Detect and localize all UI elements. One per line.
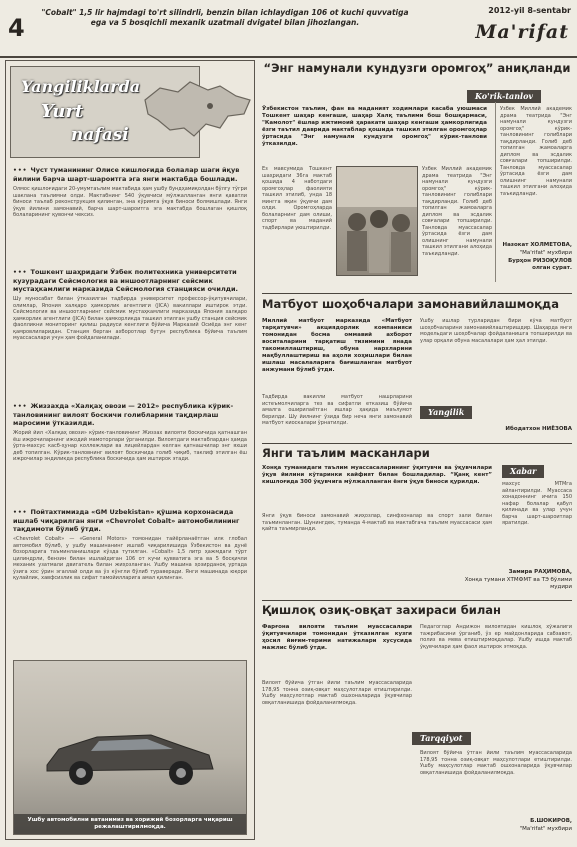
news-item-title: Тошкент шаҳридаги Ўзбек политехника университети кузурадаги Сейсмология ва иншоотларнинг сейсмик мустаҳкамлиги марказида Сейсмология станцияси очилди. — [13, 268, 238, 293]
header-tagline: "Cobalt" 1,5 lir hajmdagi to'rt silindrli, benzin bilan ichlaydigan 106 ot kuchi quvvatiga ega va 5 bosqichli mexanik uzatmali dvigatel bilan jihozlangan. — [41, 8, 409, 27]
article-headline: “Энг намунали кундузги оромгоҳ” аниқланди — [263, 61, 571, 75]
news-item-body: «Chevrolet Cobalt» — «General Motors» томонидан тайёрланаётган илк глобал автомобил бўлиб, у ушбу машинанинг ишлаб чиқарилишида Ўзбекистон ва дунё бозорларига таъминланишлари кўзда тутилган. «Cobalt» 1,5 литр ҳажмдаги тўрт цилиндрли, бензин билан ишлайдиган 106 от кучи қувватига эга ва 5 босқичли механик узатмали двигатель билан жиҳозланган. Ушбу машина ҳозирданоқ уртада ўзига хос ўрин эгаллай олди ва ўз кўнгли бўлиб тураверади. Янги машинада юқори қулайлик, хавфсизлик ва сифат тамойилларига амал қилинган. — [13, 536, 247, 581]
bullet-icon: ••• — [13, 269, 28, 276]
article-press-kiosks — [262, 298, 572, 438]
banner-line-1: Yangiliklarda — [21, 77, 141, 96]
article-body: Вилоят бўйича ўтган йили таълим муассасаларида 178,95 тонна озиқ-овқат маҳсулотлари етиштирилди. Ушбу маҳсулотлар мактаб ошхоналарида ўқувчилар овқатланишида фойдаланилмоқда. — [420, 750, 572, 776]
uzbekistan-map-icon — [140, 70, 255, 150]
author-role: Хонқа тумани ХТМФМТ ва ТЭ бўлими мудири — [464, 577, 572, 590]
rubric-label: Tarqqiyot — [412, 732, 471, 745]
photo-credit: Бурҳон РИЗОҚУЛОВ олган сурат. — [508, 258, 572, 271]
news-item-title: Чуст туманининг Олисе кишлоғида болалар шаги йқув йилини барча шарт-шароитга эга янги мактабда бошлади. — [13, 166, 240, 183]
article-body: махсус МТМга айлантирилди. Муассаса хонадоннинг ичига 150 нафар болалар қабул қилинади ва улар учун барча шарт-шароитлар яратилди. — [502, 481, 572, 526]
page-header — [0, 0, 577, 58]
people-photo-icon — [337, 167, 418, 276]
article-body: Ўзбек Миллий академик драма театрида "Энг намунали кундузги оромгоҳ" кўрик-танловининг голиблари тақдирланди. Голиб деб топилган жамоаларга диплом ва эсдалик совғалари топширилди. Танловда муассасалар ўртасида ёзги дам олишнинг намунали ташкил этилгани алоҳида таъкидланди. — [422, 166, 492, 257]
article-author: Б.ШОКИРОВ, — [530, 818, 572, 824]
article-body: Ўзбек Миллий академик драма театрида "Энг намунали кундузги оромгоҳ" кўрик-танловининг голиблари тақдирланди. Голиб деб топилган жамоаларга диплом ва эсдалик совғалари топширилди. Танловда муассасалар ўртасида ёзги дам олишнинг намунали ташкил этилгани алоҳида таъкидланди. — [500, 106, 572, 197]
rubric-label: Xabar — [502, 465, 544, 478]
article-headline: Қишлоқ озиқ-овқат захираси билан — [262, 603, 501, 617]
news-item-body: Шу муносабат билан ўтказилган тадбирда университет профессор-ўқитувчилари, олимлар, Япония халқаро ҳамкорлик агентлиги (JICA) вакиллари иштирок этди. Сейсмология ва иншоотларнинг сейсмик мустаҳкамлиги марказида Япония халқаро ҳамкорлик агентлиги (JICA) билан ҳамкорликда ташкил этилган ушбу станция сейсмик фаолликни мониторинг қилиш радиуси кенглиги бўйича Марказий Осиёда энг кенг қамровлиларидан. Станция берган ахборотлар бутун республика бўйича таълим муассасалари учун ҳам фойдаланилади. — [13, 296, 247, 341]
banner-line-2: Yurt — [41, 101, 84, 122]
news-item — [13, 166, 247, 219]
article-author: Назокат ХОЛМЕТОВА, — [502, 242, 572, 248]
article-body: Янги ўқув биноси замонавий жиҳозлар, синфхоналар ва спорт зали билан таъминланган. Шунингдек, туманда 4-мактаб ва мактабгача таълим муассасаси ҳам қайта таъмирланди. — [262, 513, 492, 532]
news-item — [13, 508, 247, 582]
bullet-icon: ••• — [13, 509, 28, 516]
article-lead: Хонқа туманидаги таълим муассасаларининг ўқитувчи ва ўқувчилари ўқув йилини кўтаринки кайфият билан бошладилар. “Қанқ кент” кишлоғида 300 ўқувчига мўлжалланган ёнги ўқув биноси қурилди. — [262, 465, 492, 485]
article-author: Замира РАҲИМОВА, — [508, 569, 572, 575]
article-food-reserve — [262, 604, 572, 840]
article-body: Ёз мавсумида Тошкент шаҳридаги 36га мактаб қошида 4 наботдаги оромгоҳлар фаолияти ташкил этилиб, унда 18 мингга яқин ўқувчи дам олди. Оромгоҳларда болаларнинг дам олиши, спорт ва маданий тадбирлари уюштирилди. — [262, 166, 332, 231]
group-photo — [336, 166, 418, 276]
article-body: Ушбу ишлар турларидан бири кўча матбуот шоҳобчаларини замонавийлаштиришдир. Шаҳарда янги модельдаги шоҳобчалар фойдаланишга топширилди ва улар орқали обуна масалалари ҳам ҳал этилди. — [420, 318, 572, 344]
issue-date: 2012-yil 8-sentabr — [488, 6, 571, 15]
page-number: 4 — [8, 14, 25, 42]
author-role: "Ma'rifat" мухбири — [519, 250, 572, 256]
news-item-body: Олмос қишлоғидаги 20-умумтаълим мактабида ҳам ушбу бундҳамиқолдан бўлгу тўгри шаклана таълимни олди. Мактабнинг 540 ўқувчиси мўлжалланган янги қаватли биноси таълаб реконструкция қилинган, эна кўримга ўқув биноси болмишлади. Янги ўқув йилини замонавий, барча шарт-шароитга эга мактабда бошлаган қишлоқ болаларининг қувончи чексиз. — [13, 186, 247, 218]
article-best-camp — [262, 62, 572, 292]
article-body: Вилоят бўйича ўтган йили таълим муассасаларида 178,95 тонна озиқ-овқат маҳсулотлари етиштирилди. Ушбу маҳсулотлар мактаб ошхоналарида ўқувчилар овқатланишида фойдаланилмоқда. — [262, 680, 412, 706]
article-headline: Матбуот шоҳобчалари замонавийлашмоқда — [262, 297, 559, 311]
bullet-icon: ••• — [13, 167, 28, 174]
article-lead: Миллий матбуот марказида «Матбуот тарқатувчи» акциядорлик компанияси томонидан босма оммавий ахборот воситаларини тарқатиш тизимини янада такомиллаштириш, обуна нархларини мақбуллаштириш ва аҳоли хоҳишлари билан ишлаш масалаларига бағишланган матбуот анжумани бўлиб ўтди. — [262, 318, 412, 373]
news-item — [13, 402, 247, 463]
article-headline: Янги таълим масканлари — [262, 446, 430, 460]
banner-line-3: nafasi — [71, 125, 129, 145]
masthead: Ma'rifat — [475, 21, 569, 43]
article-lead: Фарғона вилояти таълим муассасалари ўқитувчилари томонидан ўтказилган кузги ҳосил йиғим-терими натижалари хусусида мажлис бўлиб ўтди. — [262, 624, 412, 651]
article-body: Тадбирда вакилли матбуот нашрларини истеъмолчиларга тез ва сифатли етказиш бўйича амалга оширилаётган ишлар ҳақида маълумот берилди. Шу йилнинг ўзида бир неча янги замонавий матбуот киоскалари ўрнатилди. — [262, 394, 412, 426]
car-photo — [13, 660, 247, 835]
news-briefs-column — [5, 60, 255, 840]
author-role: "Ma'rifat" мухбири — [519, 826, 572, 832]
news-item-title: Пойтахтимизда «GM Uzbekistan» қўшма корхонасида ишлаб чиқарилган янги «Chevrolet Cobalt» автомобилининг тақдимоти бўлиб ўтди. — [13, 508, 240, 533]
article-author: Ибодатхон НИЁЗОВА — [505, 426, 572, 432]
article-body: Педагоглар Андижон вилоятидан кишлоқ хўжалиги тажрибасини ўрганиб, ўз ер майдонларида сабзавот, полиз ва мева етиштирмоқдалар. Ушбу ишда мактаб ўқувчилари ҳам фаол иштирок этмоқда. — [420, 624, 572, 650]
car-icon — [39, 721, 219, 791]
news-item-title: Жиззахда «Халқаҳ овози — 2012» республика кўрик-танловининг вилоят боскичи голибларини тақдирлаш маросими ўтказилди. — [13, 402, 234, 427]
bullet-icon: ••• — [13, 403, 28, 410]
article-lead: Ўзбекистон таълим, фан ва маданият ходимлари касаба уюшмаси Тошкент шаҳар кенгаши, шаҳар Халқ таълими бош бошқармаси, "Камолот" ёшлар ижтимоий ҳаракати шаҳар кенгаши ҳамкорлигида ёзги таътил даврида мактаблар қошида ташкил этилган оромгоҳлар ўртасида "Энг намунали кундузги оромгоҳ" кўрик-танлови ўтказилди. — [262, 106, 487, 147]
rubric-label: Yangilik — [420, 406, 472, 419]
news-item — [13, 268, 247, 342]
rubric-label: Ko'rik-tanlov — [467, 90, 541, 103]
article-new-schools — [262, 447, 572, 597]
photo-caption: Ушбу автомобилни ватанимиз ва хорижий бозорларга чиқариш режалаштирилмоқда. — [14, 814, 246, 834]
news-item-body: Жорий йил «Халқаҳ овози» кўрик-танловининг Жиззах вилояти боскичида қатнашган ёш ижрочиларнинг ижодий мамоторлари ўрганилди. Вилоятдаги мактаблардан ҳамда ўрта-махсус касб-ҳунар коллежлари ва лицейлардан келган қатнашчилар энг яхши деб топилган. Кўрик-танловнинг вилоят боскичида голиб чиқиб, таклиф этилган ёш ижрочилар эндиликда республика боскичида ҳам иштирок этади. — [13, 430, 247, 462]
